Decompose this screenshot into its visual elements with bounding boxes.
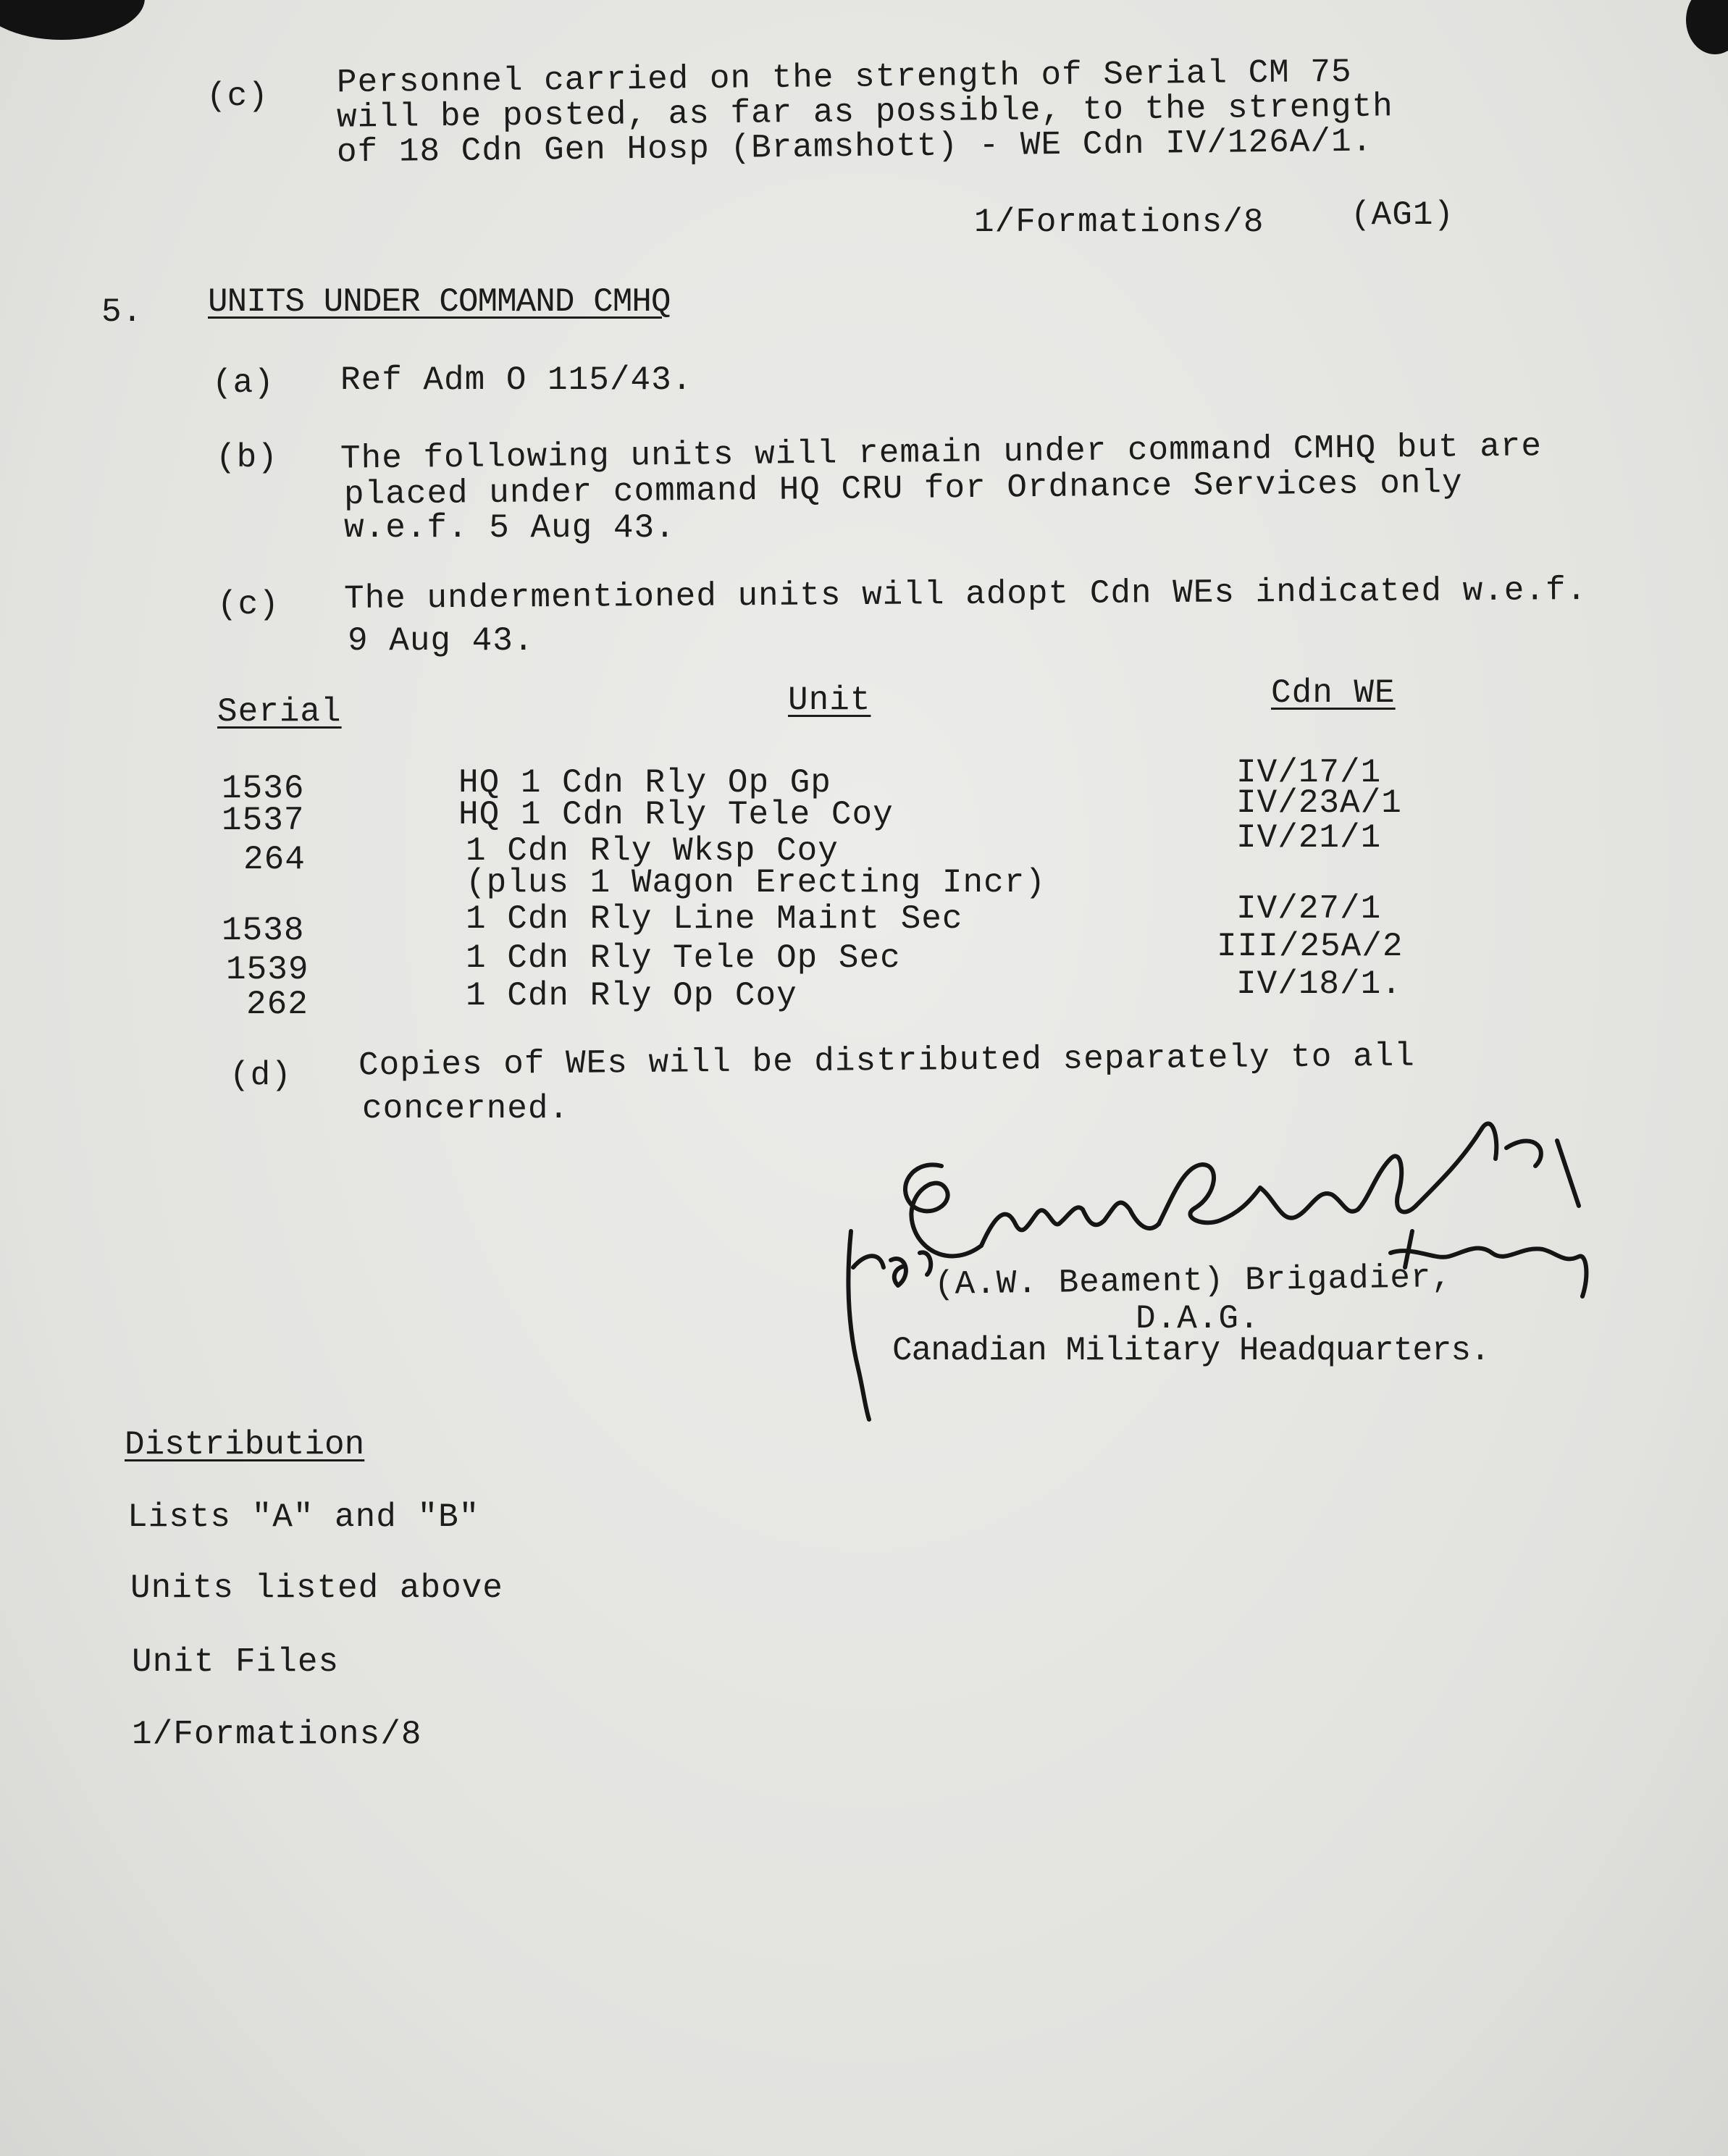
row-unit: HQ 1 Cdn Rly Op Gp bbox=[458, 764, 831, 802]
item-c-line-2: 9 Aug 43. bbox=[348, 622, 534, 660]
item-b-label: (b) bbox=[216, 439, 278, 477]
section-number: 5. bbox=[101, 293, 143, 331]
handwritten-signature bbox=[826, 1079, 1695, 1427]
signature-title: D.A.G. bbox=[1136, 1300, 1260, 1338]
item-c-label: (c) bbox=[217, 586, 280, 624]
section-title: UNITS UNDER COMMAND CMHQ bbox=[208, 283, 671, 321]
item-a-text: Ref Adm O 115/43. bbox=[340, 361, 693, 399]
item-b-line-3: w.e.f. 5 Aug 43. bbox=[344, 509, 676, 547]
item-b-line-2: placed under command HQ CRU for Ordnance Services only bbox=[343, 464, 1463, 514]
row-serial: 1537 bbox=[222, 802, 305, 839]
item-d-label: (d) bbox=[230, 1057, 292, 1094]
item-b-line-1: The following units will remain under command CMHQ but are bbox=[340, 427, 1543, 478]
file-reference: 1/Formations/8 bbox=[974, 204, 1264, 241]
table-header-we: Cdn WE bbox=[1271, 674, 1396, 712]
distribution-item: Lists "A" and "B" bbox=[127, 1498, 480, 1536]
row-we: III/25A/2 bbox=[1217, 928, 1404, 965]
row-we: IV/18/1. bbox=[1236, 965, 1402, 1003]
row-we: IV/17/1 bbox=[1236, 754, 1382, 792]
table-header-serial: Serial bbox=[217, 693, 342, 731]
item-c-line-1: The undermentioned units will adopt Cdn WEs indicated w.e.f. bbox=[343, 571, 1588, 618]
row-unit: HQ 1 Cdn Rly Tele Coy bbox=[458, 796, 894, 834]
row-serial: 264 bbox=[243, 841, 306, 878]
distribution-item: Unit Files bbox=[132, 1643, 340, 1681]
row-we: IV/21/1 bbox=[1236, 819, 1382, 857]
row-unit: 1 Cdn Rly Op Coy bbox=[466, 977, 797, 1015]
row-serial: 262 bbox=[246, 986, 309, 1023]
item-d-line-1: Copies of WEs will be distributed separately to all bbox=[358, 1037, 1416, 1085]
file-reference-code: (AG1) bbox=[1351, 196, 1455, 234]
row-unit: (plus 1 Wagon Erecting Incr) bbox=[466, 864, 1046, 902]
item-d-line-2: concerned. bbox=[362, 1090, 570, 1128]
top-left-smudge bbox=[0, 0, 145, 40]
row-we: IV/27/1 bbox=[1236, 890, 1382, 928]
signature-name-line: (A.W. Beament) Brigadier, bbox=[934, 1259, 1453, 1304]
table-header-unit: Unit bbox=[788, 681, 871, 719]
signature-org: Canadian Military Headquarters. bbox=[892, 1332, 1490, 1369]
distribution-item: 1/Formations/8 bbox=[132, 1716, 422, 1753]
distribution-heading: Distribution bbox=[125, 1426, 365, 1464]
row-serial: 1539 bbox=[226, 951, 309, 989]
top-item-line-2: will be posted, as far as possible, to the strength bbox=[336, 88, 1394, 137]
row-unit: 1 Cdn Rly Tele Op Sec bbox=[466, 939, 901, 977]
item-a-label: (a) bbox=[212, 364, 274, 402]
row-serial: 1536 bbox=[222, 770, 305, 808]
row-serial: 1538 bbox=[222, 912, 305, 949]
top-item-label: (c) bbox=[206, 77, 269, 115]
top-item-line-3: of 18 Cdn Gen Hosp (Bramshott) - WE Cdn IV/126A/1. bbox=[336, 122, 1373, 172]
distribution-item: Units listed above bbox=[130, 1569, 503, 1607]
row-unit: 1 Cdn Rly Line Maint Sec bbox=[466, 900, 963, 938]
top-item-line-1: Personnel carried on the strength of Serial CM 75 bbox=[336, 53, 1352, 102]
top-right-punch-hole bbox=[1686, 0, 1728, 54]
row-we: IV/23A/1 bbox=[1236, 784, 1402, 822]
row-unit: 1 Cdn Rly Wksp Coy bbox=[466, 832, 839, 870]
signature-for-mark bbox=[858, 1267, 905, 1309]
